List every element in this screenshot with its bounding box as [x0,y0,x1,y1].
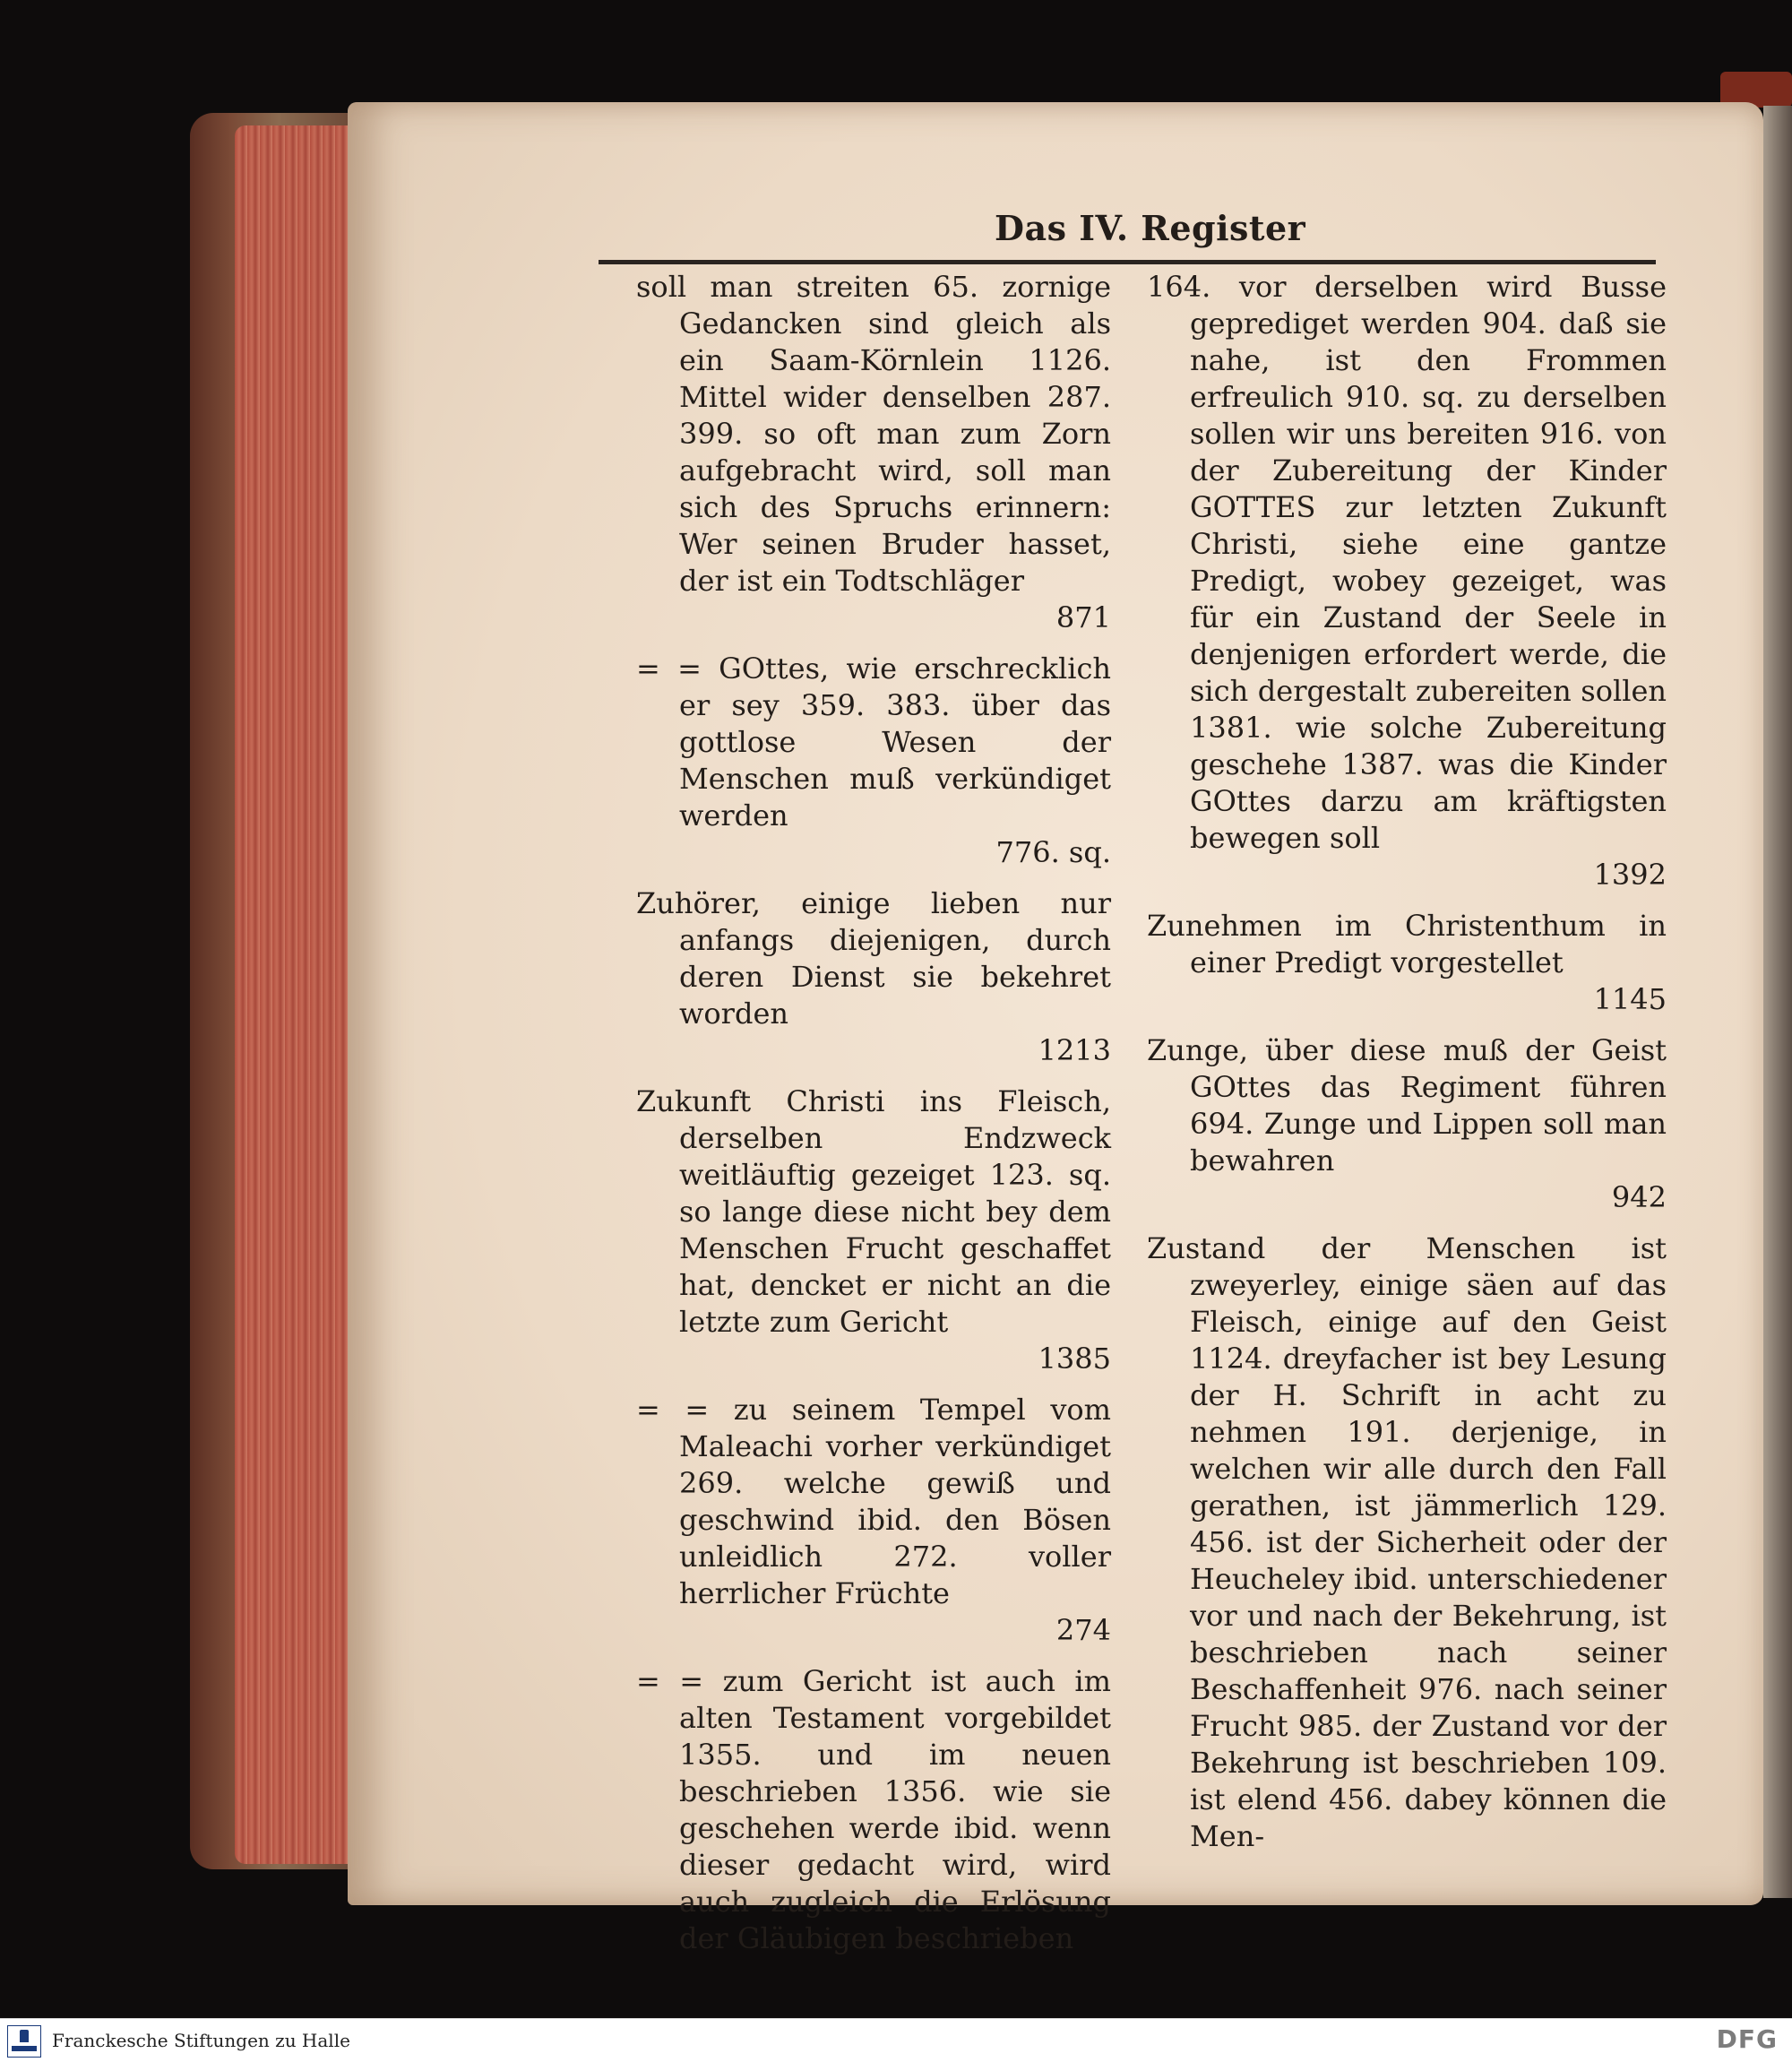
index-entry [1147,1230,1667,1855]
page-number: 1145 [1593,982,1667,1016]
entry-text: soll man streiten 65. zornige Gedancken sind gleich als ein Saam-Körnlein 1126. Mittel wider denselben 287. 399. so oft man zum Zorn aufgebracht wird, soll man sich des Spruchs erinnern: Wer seinen Bruder hasset, der ist ein Todtschläger [636,270,1111,598]
index-entry [636,269,1111,636]
page-number: 776. sq. [995,835,1111,869]
page-number: 942 [1611,1180,1667,1214]
right-column [1147,269,1667,1869]
page-number: 1392 [1593,858,1667,892]
page-edge [235,125,351,1864]
index-entry [636,885,1111,1069]
entry-text: = = zum Gericht ist auch im alten Testament vorgebildet 1355. und im neuen beschrieben 1356. wie sie geschehen werde ibid. wenn dieser gedacht wird, wird auch zugleich die Erlösung der Gläubigen beschrieben [636,1664,1111,1955]
institution-name[interactable]: Franckesche Stiftungen zu Halle [52,2030,350,2051]
index-entry [636,1663,1111,1957]
page-number: 1385 [1038,1342,1111,1376]
entry-text: Zuhörer, einige lieben nur anfangs diejenigen, durch deren Dienst sie bekehret worden [636,886,1111,1031]
entry-text: 164. vor derselben wird Busse geprediget werden 904. daß sie nahe, ist den Frommen erfreulich 910. sq. zu derselben sollen wir uns bereiten 916. von der Zubereitung der Kinder GOTTES zur letzten Zukunft Christi, siehe eine gantze Predigt, wobey gezeiget, was für ein Zustand der Seele in denjenigen erfordert werde, die sich dergestalt zubereiten sollen 1381. wie solche Zubereitung geschehe 1387. was die Kinder GOttes darzu am kräftigsten bewegen soll [1147,270,1667,855]
left-column [636,269,1111,1971]
index-entry [636,1083,1111,1377]
right-page-edge [1763,106,1792,1898]
institution-logo-icon[interactable] [7,2025,41,2058]
footer-bar [0,2018,1792,2062]
index-entry [636,651,1111,871]
index-entry [1147,1032,1667,1216]
index-entry [1147,908,1667,1018]
entry-text: Zunehmen im Christenthum in einer Predigt vorgestellet [1147,909,1667,979]
page-header: Das IV. Register [995,208,1306,248]
page-number: 1213 [1038,1033,1111,1067]
index-entry [1147,269,1667,893]
header-rule [599,260,1656,264]
dfg-logo[interactable]: DFG [1716,2024,1778,2054]
index-entry [636,1392,1111,1649]
entry-text: Zunge, über diese muß der Geist GOttes das Regiment führen 694. Zunge und Lippen soll man bewahren [1147,1033,1667,1178]
page-number: 871 [1055,600,1111,634]
entry-text: = = zu seinem Tempel vom Maleachi vorher verkündiget 269. welche gewiß und geschwind ibid. den Bösen unleidlich 272. voller herrlicher Früchte [636,1393,1111,1610]
entry-text: Zustand der Menschen ist zweyerley, einige säen auf das Fleisch, einige auf den Geist 1124. dreyfacher ist bey Lesung der H. Schrift in acht zu nehmen 191. derjenige, in welchen wir alle durch den Fall gerathen, ist jämmerlich 129. 456. ist der Sicherheit oder der Heucheley ibid. unterschiedener vor und nach der Bekehrung, ist beschrieben nach seiner Beschaffenheit 976. nach seiner Frucht 985. der Zustand vor der Bekehrung ist beschrieben 109. ist elend 456. dabey können die Men- [1147,1231,1667,1853]
page-number: 274 [1055,1613,1111,1647]
entry-text: Zukunft Christi ins Fleisch, derselben Endzweck weitläuftig gezeiget 123. sq. so lange diese nicht bey dem Menschen Frucht geschaffet hat, dencket er nicht an die letzte zum Gericht [636,1084,1111,1339]
entry-text: = = GOttes, wie erschrecklich er sey 359. 383. über das gottlose Wesen der Menschen muß verkündiget werden [636,651,1111,833]
